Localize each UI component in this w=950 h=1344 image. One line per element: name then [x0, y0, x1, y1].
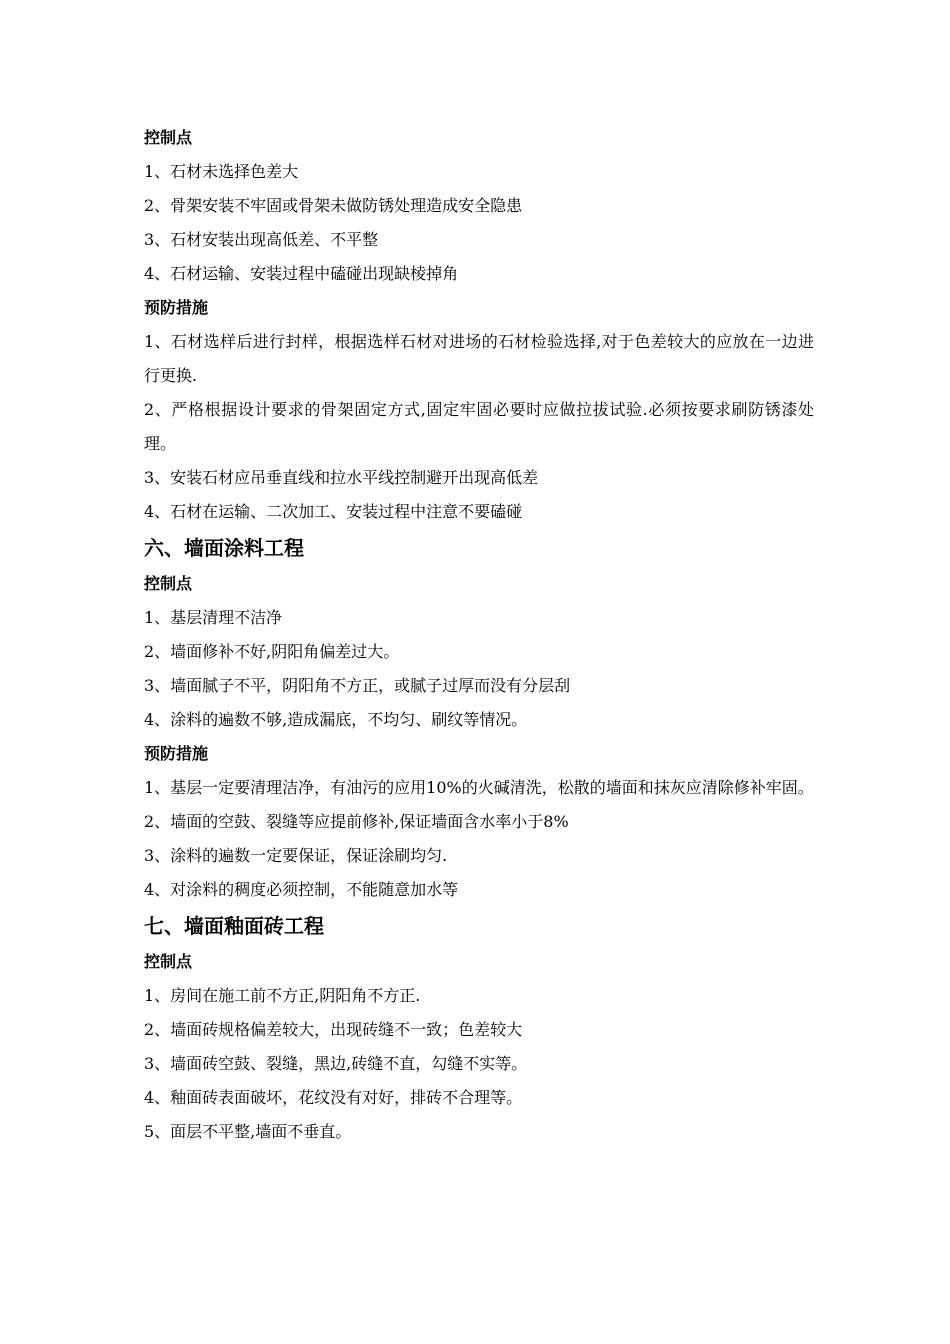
document-body: [144, 121, 814, 1149]
control-points-heading: 控制点: [144, 128, 193, 147]
control-point-item: 4、釉面砖表面破坏，花纹没有对好，排砖不合理等。: [144, 1088, 523, 1107]
prevention-heading: 预防措施: [144, 298, 209, 317]
control-point-item: 3、墙面砖空鼓、裂缝，黑边,砖缝不直，勾缝不实等。: [144, 1054, 528, 1073]
prevention-heading: 预防措施: [144, 744, 209, 763]
section-heading-wall-coating: 六、墙面涂料工程: [144, 536, 304, 560]
control-point-item: 1、石材未选择色差大: [144, 162, 299, 181]
prevention-item: 2、墙面的空鼓、裂缝等应提前修补,保证墙面含水率小于8%: [144, 812, 569, 831]
section-heading-glazed-tile: 七、墙面釉面砖工程: [144, 914, 324, 938]
control-point-item: 5、面层不平整,墙面不垂直。: [144, 1122, 352, 1141]
control-points-heading: 控制点: [144, 952, 193, 971]
control-point-item: 3、墙面腻子不平，阴阳角不方正，或腻子过厚而没有分层刮: [144, 676, 571, 695]
control-point-item: 1、基层清理不洁净: [144, 608, 283, 627]
control-point-item: 4、涂料的遍数不够,造成漏底，不均匀、刷纹等情况。: [144, 710, 528, 729]
control-point-item: 3、石材安装出现高低差、不平整: [144, 230, 379, 249]
control-points-heading: 控制点: [144, 574, 193, 593]
prevention-item: 1、石材选样后进行封样，根据选样石材对进场的石材检验选择,对于色差较大的应放在一边进行更换.: [144, 332, 814, 385]
prevention-item: 1、基层一定要清理洁净，有油污的应用10%的火碱清洗，松散的墙面和抹灰应清除修补牢固。: [144, 778, 814, 797]
prevention-item: 2、严格根据设计要求的骨架固定方式,固定牢固必要时应做拉拔试验.必须按要求刷防锈漆处理。: [144, 400, 814, 453]
prevention-item: 4、对涂料的稠度必须控制，不能随意加水等: [144, 880, 459, 899]
control-point-item: 2、墙面砖规格偏差较大，出现砖缝不一致；色差较大: [144, 1020, 523, 1039]
prevention-item: 4、石材在运输、二次加工、安装过程中注意不要磕碰: [144, 502, 523, 521]
control-point-item: 2、墙面修补不好,阴阳角偏差过大。: [144, 642, 400, 661]
control-point-item: 1、房间在施工前不方正,阴阳角不方正.: [144, 986, 421, 1005]
control-point-item: 4、石材运输、安装过程中磕碰出现缺棱掉角: [144, 264, 459, 283]
prevention-item: 3、涂料的遍数一定要保证，保证涂刷均匀.: [144, 846, 448, 865]
control-point-item: 2、骨架安装不牢固或骨架未做防锈处理造成安全隐患: [144, 196, 523, 215]
prevention-item: 3、安装石材应吊垂直线和拉水平线控制避开出现高低差: [144, 468, 539, 487]
